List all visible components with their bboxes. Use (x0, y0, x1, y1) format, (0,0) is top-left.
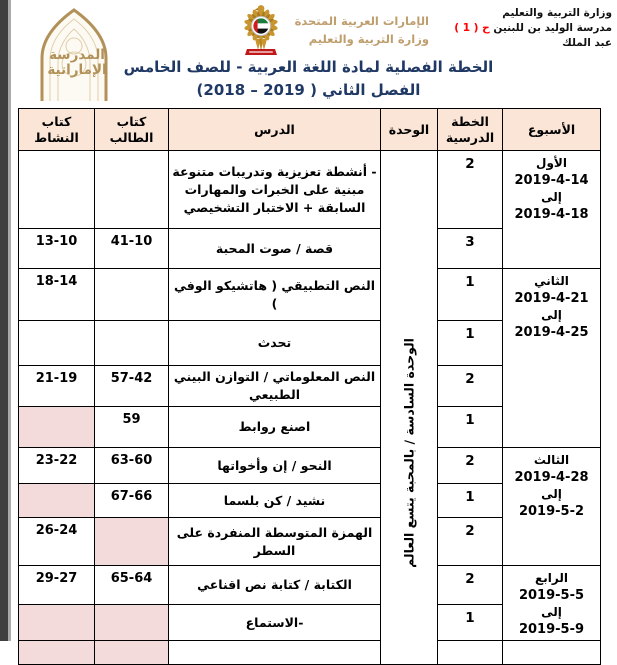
school-name-text: مدرسة الوليد بن للبنين (489, 22, 612, 34)
title-line1: الخطة الفصلية لمادة اللغة العربية - للصف الخامس (123, 58, 494, 76)
table-row (19, 448, 601, 484)
week-name: الرابع (535, 571, 568, 585)
table-row (19, 269, 601, 321)
school-name-line (422, 21, 612, 36)
plan-hours-cell: 1 (438, 484, 503, 518)
col-header-week: الأسبوع (503, 109, 601, 151)
plan-hours-cell: 2 (438, 518, 503, 566)
col-header-unit: الوحدة (381, 109, 438, 151)
ministry-name-line: وزارة التربية والتعليم (502, 7, 612, 19)
activity-book-pages-cell (19, 484, 95, 518)
plan-hours-cell: 1 (438, 321, 503, 366)
student-book-pages-cell: 63-60 (95, 448, 169, 484)
table-row-clipped (19, 641, 601, 665)
week-to-word: إلى (541, 190, 562, 204)
lesson-cell: النص التطبيقي ( هاتشيكو الوفي ) (169, 269, 381, 321)
school-logo-line2: الإماراتية (47, 62, 107, 78)
week-cell-4 (503, 566, 601, 641)
lesson-cell: تحدث (169, 321, 381, 366)
table-row (19, 566, 601, 605)
week-from-date: 2019-5-5 (518, 588, 585, 603)
activity-book-pages-cell: 13-10 (19, 229, 95, 269)
plan-hours-cell: 1 (438, 407, 503, 448)
lesson-cell (169, 641, 381, 665)
student-book-pages-cell: 59 (95, 407, 169, 448)
activity-book-pages-cell: 23-22 (19, 448, 95, 484)
student-book-pages-cell (95, 269, 169, 321)
week-from-date: 2019-4-14 (514, 173, 589, 188)
week-to-date: 2019-4-25 (514, 325, 589, 340)
activity-book-pages-cell: 26-24 (19, 518, 95, 566)
lesson-cell: نشيد / كن بلسما (169, 484, 381, 518)
week-to-date: 2019-5-9 (518, 622, 585, 637)
country-name-text: الإمارات العربية المتحدة (294, 14, 429, 28)
lesson-cell: اصنع روابط (169, 407, 381, 448)
school-section-text: ح ( 1 ) (454, 22, 490, 34)
col-header-lesson: الدرس (169, 109, 381, 151)
col-header-student-book: كتاب الطالب (95, 109, 169, 151)
title-years-text: (2018 – 2019 ) (196, 81, 317, 99)
week-cell-next (503, 641, 601, 665)
student-book-pages-cell (95, 518, 169, 566)
student-book-pages-cell (95, 605, 169, 641)
week-name: الثالث (533, 453, 570, 467)
week-cell-2 (503, 269, 601, 448)
student-book-pages-cell: 41-10 (95, 229, 169, 269)
week-to-date: 2019-5-2 (518, 504, 585, 519)
plan-hours-cell: 2 (438, 366, 503, 407)
plan-hours-cell: 1 (438, 605, 503, 641)
lesson-cell: -الاستماع (169, 605, 381, 641)
week-to-word: إلى (541, 487, 562, 501)
teacher-name-line: عبد الملك (562, 37, 612, 49)
ministry-name-text: وزارة التربية والتعليم (308, 32, 429, 46)
plan-hours-cell: 3 (438, 229, 503, 269)
table-row (19, 151, 601, 229)
activity-book-pages-cell: 21-19 (19, 366, 95, 407)
plan-hours-cell: 2 (438, 566, 503, 605)
activity-book-pages-cell: 18-14 (19, 269, 95, 321)
lesson-cell: الهمزة المتوسطة المنفردة على السطر (169, 518, 381, 566)
student-book-pages-cell (95, 151, 169, 229)
unit-title-rotated: الوحدة السادسة / بالمحبة يتسع العالم (401, 337, 417, 568)
week-from-date: 2019-4-28 (514, 470, 589, 485)
activity-book-pages-cell: 29-27 (19, 566, 95, 605)
school-header-block (422, 6, 612, 51)
week-name: الأول (536, 156, 567, 170)
week-to-word: إلى (541, 605, 562, 619)
lesson-cell: الكتابة / كتابة نص اقناعي (169, 566, 381, 605)
lesson-cell: النص المعلوماتي / التوازن البيني الطبيعي (169, 366, 381, 407)
school-logo-line1: المدرسة (49, 47, 105, 63)
week-name: الثاني (534, 274, 569, 288)
activity-book-pages-cell (19, 407, 95, 448)
activity-book-pages-cell (19, 605, 95, 641)
plan-hours-cell: 1 (438, 269, 503, 321)
plan-hours-cell: 2 (438, 448, 503, 484)
ministry-header-block (289, 12, 429, 48)
student-book-pages-cell (95, 321, 169, 366)
week-to-word: إلى (541, 308, 562, 322)
week-from-date: 2019-4-21 (514, 291, 589, 306)
student-book-pages-cell (95, 641, 169, 665)
uae-falcon-emblem-icon (230, 3, 292, 58)
activity-book-pages-cell (19, 641, 95, 665)
student-book-pages-cell: 57-42 (95, 366, 169, 407)
col-header-activity-book: كتاب النشاط (19, 109, 95, 151)
activity-book-pages-cell (19, 321, 95, 366)
week-cell-3 (503, 448, 601, 566)
col-header-plan: الخطة الدرسية (438, 109, 503, 151)
title-line2 (0, 79, 617, 102)
activity-book-pages-cell (19, 151, 95, 229)
plan-hours-cell: 2 (438, 151, 503, 229)
lesson-cell: قصة / صوت المحبة (169, 229, 381, 269)
student-book-pages-cell: 67-66 (95, 484, 169, 518)
lesson-cell: النحو / إن وأخواتها (169, 448, 381, 484)
table-header-row (19, 109, 601, 151)
lesson-plan-table (18, 108, 601, 665)
lesson-cell: - أنشطة تعزيزية وتدريبات متنوعة مبنية على الخبرات والمهارات السابقة + الاختبار التشخيصي (169, 151, 381, 229)
week-cell-1 (503, 151, 601, 269)
student-book-pages-cell: 65-64 (95, 566, 169, 605)
title-semester-text: الفصل الثاني (316, 81, 421, 99)
week-to-date: 2019-4-18 (514, 207, 589, 222)
unit-cell (381, 151, 438, 665)
page-title (0, 56, 617, 102)
plan-hours-cell (438, 641, 503, 665)
